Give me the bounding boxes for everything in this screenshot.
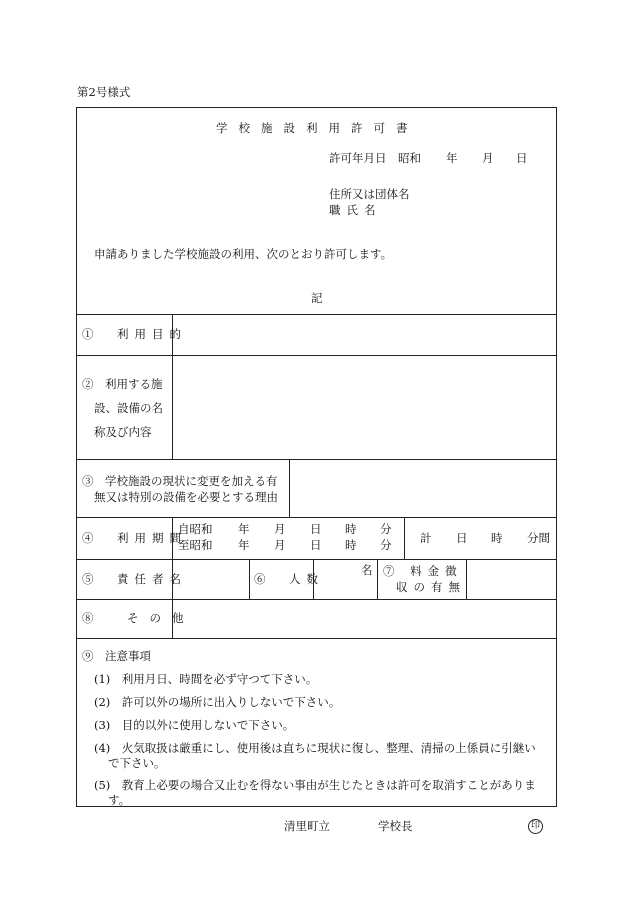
period-from-year: 年 [238,522,250,536]
facility-label-line1: ② 利用する施 [82,377,163,391]
row-divider [76,517,557,518]
row-divider [76,459,557,460]
permit-statement: 申請ありました学校施設の利用、次のとおり許可します。 [94,247,393,261]
responsible-label: ⑤ 責任者名 [82,572,187,586]
column-divider [249,559,250,599]
column-divider [404,517,405,559]
facility-label-line2: 設、設備の名 [94,401,163,415]
note-item-5-line2: す。 [108,793,131,807]
reason-label-line1: ③ 学校施設の現状に変更を加える有 [82,474,278,488]
permit-date-label: 許可年月日 [329,151,387,165]
address-label: 住所又は団体名 [329,187,410,201]
fee-label-line1: ⑦ 料金徴 [383,564,463,578]
period-to-month: 月 [274,538,286,552]
persons-unit: 名 [361,563,373,577]
period-to-era: 至昭和 [178,538,213,552]
note-item-1: (1) 利用月日、時間を必ず守つて下さい。 [94,672,318,686]
row-divider [76,355,557,356]
fee-label-line2: 収の有無 [396,580,466,594]
row-divider [76,314,557,315]
period-total-hours: 時 [491,531,503,545]
period-total-label: 計 [420,531,432,545]
period-to-minute: 分 [380,538,392,552]
other-label: ⑧ その他 [82,611,195,625]
row-divider [76,559,557,560]
reason-label-line2: 無又は特別の設備を必要とする理由 [94,490,278,504]
row-divider [76,638,557,639]
form-title: 学校施設利用許可書 [216,121,419,135]
name-label: 職氏名 [329,203,382,217]
period-from-minute: 分 [380,522,392,536]
period-to-day: 日 [310,538,322,552]
period-total-days: 日 [456,531,468,545]
note-item-5-line1: (5) 教育上必要の場合又止むを得ない事由が生じたときは許可を取消すことがありま [94,778,536,792]
permit-date-day: 日 [516,151,528,165]
note-item-2: (2) 許可以外の場所に出入りしないで下さい。 [94,695,341,709]
permit-date-era: 昭和 [398,151,421,165]
row-divider [76,599,557,600]
period-from-day: 日 [310,522,322,536]
permit-date-year: 年 [446,151,458,165]
period-from-era: 自昭和 [178,522,213,536]
period-from-month: 月 [274,522,286,536]
ki-mark: 記 [311,291,323,305]
facility-label-line3: 称及び内容 [94,425,152,439]
persons-label: ⑥ 人数 [254,572,324,586]
column-divider [466,559,467,599]
seal-mark: 印 [528,819,543,834]
town-name: 清里町立 [284,819,330,833]
purpose-label: ① 利用目的 [82,327,187,341]
column-divider [377,559,378,599]
period-to-hour: 時 [345,538,357,552]
permit-date-month: 月 [482,151,494,165]
period-from-hour: 時 [345,522,357,536]
period-to-year: 年 [238,538,250,552]
column-divider [289,459,290,517]
principal-label: 学校長 [378,819,413,833]
note-item-4-line1: (4) 火気取扱は厳重にし、使用後は直ちに現状に復し、整理、清掃の上係員に引継い [94,741,536,755]
form-number-label: 第2号様式 [77,85,131,99]
note-item-3: (3) 目的以外に使用しないで下さい。 [94,718,295,732]
note-item-4-line2: で下さい。 [108,756,166,770]
notes-heading: ⑨ 注意事項 [82,649,151,663]
period-label: ④ 利用期間 [82,531,187,545]
period-total-minutes: 分間 [527,531,550,545]
